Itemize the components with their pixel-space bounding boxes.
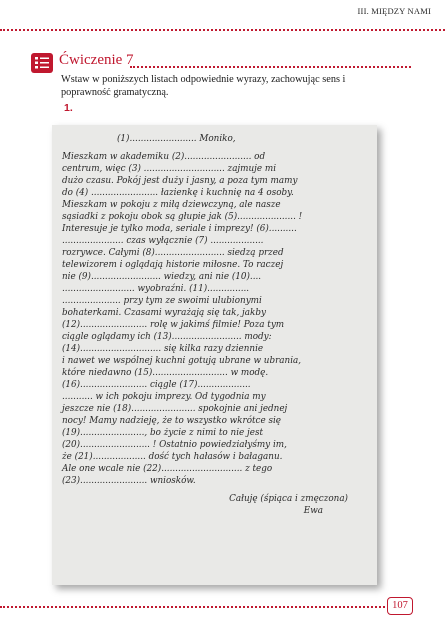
letter-line: (14)............................. się kilka razy dziennie (62, 344, 264, 354)
page-number: 107 (387, 597, 413, 615)
letter-line: Ale one wcale nie (22)............................. z tego (62, 464, 273, 474)
letter-line: Interesuje je tylko moda, seriale i imprezy! (6).......... (62, 224, 297, 234)
letter-line: ciągle oglądamy ich (13)......................... mody: (62, 332, 272, 342)
bottom-dotted-rule (0, 606, 385, 608)
letter-line: Mieszkam w akademiku (2)........................ od (62, 152, 266, 162)
letter-line: (20)......................... ! Ostatnio powiedziałyśmy im, (62, 440, 287, 450)
letter-closing: Całuję (śpiąca i zmęczona) (229, 494, 348, 504)
letter-line: (16)........................ ciągle (17)................... (62, 380, 251, 390)
letter-line: (23)........................ wniosków. (62, 476, 196, 486)
letter-line: centrum, więc (3) ............................. zajmuje mi (62, 164, 277, 174)
letter-line: i nawet we wspólnej kuchni gotują ubrane w ubrania, (62, 356, 302, 366)
top-dotted-rule (0, 29, 445, 31)
letter-line: telewizorem i oglądają historie miłosne. To raczej (62, 260, 284, 270)
section-title: III. MIĘDZY NAMI (357, 6, 431, 16)
letter-line: nie (9)......................... wiedzy, ani nie (10).... (62, 272, 262, 282)
letter-greeting: (1)........................ Moniko, (117, 134, 236, 144)
letter-line: Mieszkam w pokoju z miłą dziewczyną, ale nasze (62, 200, 281, 210)
task-number: 1. (64, 102, 73, 114)
letter-line: które niedawno (15)........................... w modę. (62, 368, 269, 378)
exercise-instruction: Wstaw w poniższych listach odpowiednie wyrazy, zachowując sens i poprawność gramatyczną. (61, 74, 346, 98)
letter-line: (19)......................., bo życie z nimi to nie jest (62, 428, 263, 438)
letter-signature: Ewa (303, 506, 323, 516)
letter-line: .......................... wyobraźni. (11)............... (62, 284, 250, 294)
letter-line: (12)........................ rolę w jakimś filmie! Poza tym (62, 320, 285, 330)
letter-line: rozrywce. Całymi (8)......................... siedzą przed (62, 248, 284, 258)
letter-line: ...................... czas wyłącznie (7) ................... (62, 236, 264, 246)
title-dotted-rule (130, 66, 411, 68)
letter-line: ..................... przy tym ze swoimi ulubionymi (62, 296, 262, 306)
letter-line: sąsiadki z pokoju obok są głupie jak (5)..................... ! (62, 212, 303, 222)
letter-line: nocy! Mamy nadzieję, że to wszystko wkrótce się (62, 416, 282, 426)
letter-line: jeszcze nie (18)....................... spokojnie ani jednej (62, 404, 288, 414)
letter-text (62, 133, 368, 517)
letter-line: bohaterkami. Czasami wyrażają się tak, jakby (62, 308, 266, 318)
checklist-icon (31, 53, 53, 73)
letter-line: dużo czasu. Pokój jest duży i jasny, a poza tym mamy (62, 176, 298, 186)
letter-line: do (4) ........................ łazienkę i kuchnię na 4 osoby. (62, 188, 294, 198)
letter-body (62, 151, 368, 487)
letter-line: ........... w ich pokoju imprezy. Od tygodnia my (62, 392, 266, 402)
letter-line: że (21)................... dość tych hałasów i bałaganu. (62, 452, 283, 462)
exercise-title: Ćwiczenie 7 (59, 52, 134, 68)
